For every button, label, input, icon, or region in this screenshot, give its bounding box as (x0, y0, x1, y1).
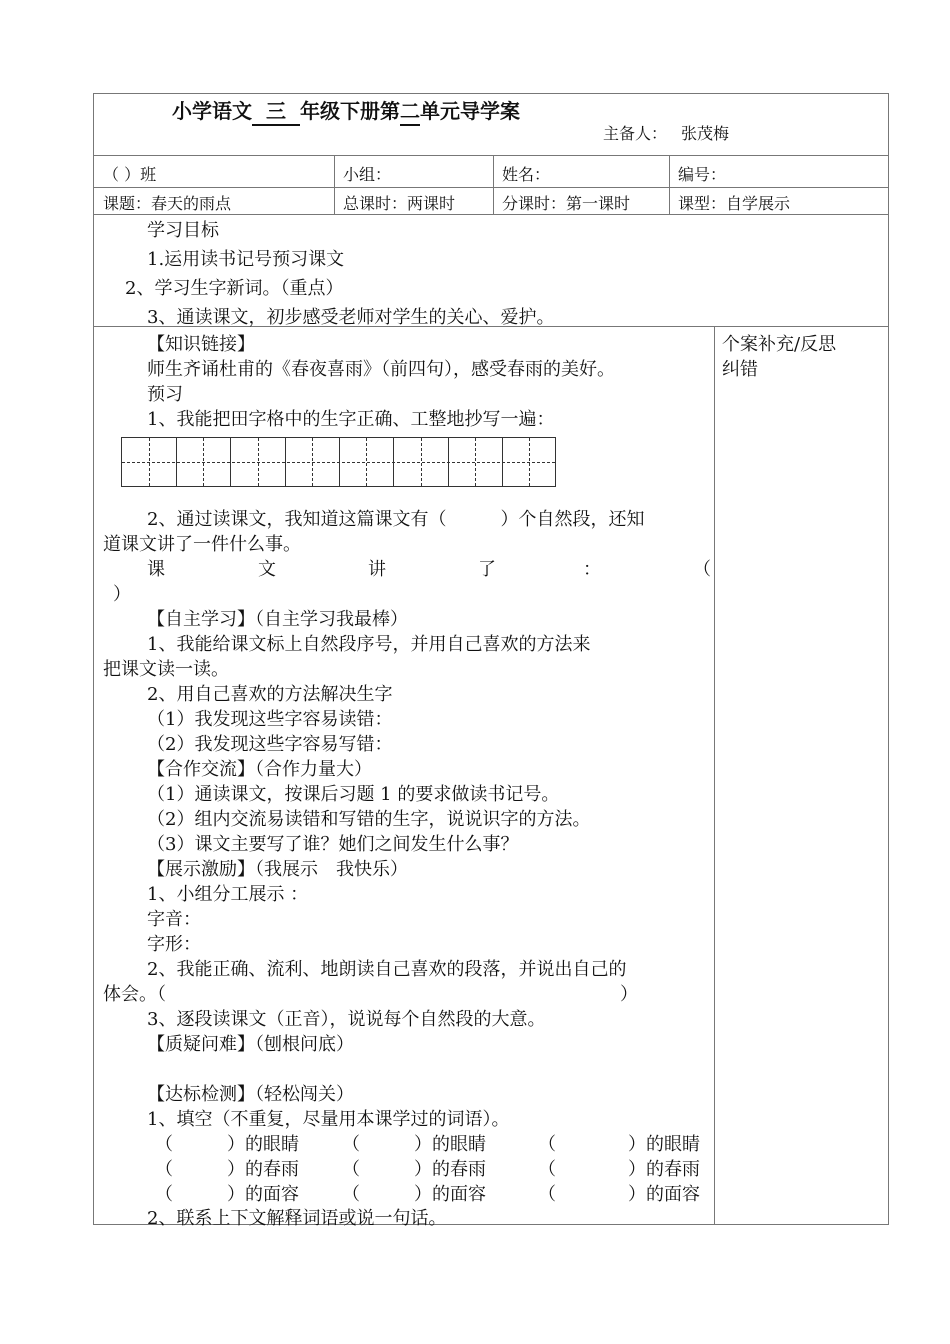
objectives-heading: 学习目标 (147, 220, 219, 241)
story-blank: 了 (478, 559, 496, 580)
fill-blank[interactable]: （ ）的面容 (342, 1184, 486, 1205)
total-hours-field: 总课时：两课时 (343, 194, 456, 213)
story-blank: 文 (258, 559, 276, 580)
preview-item: 2、通过读课文，我知道这篇课文有（ ）个自然段，还知 (147, 509, 645, 530)
lesson-type-field: 课型：自学展示 (678, 194, 791, 213)
fill-blank[interactable]: （ ）的眼睛 (342, 1134, 486, 1155)
preview-item: 1、我能把田字格中的生字正确、工整地抄写一遍： (147, 409, 555, 430)
name-field: 姓名： (502, 165, 551, 184)
fill-blank[interactable]: （ ）的春雨 (538, 1159, 700, 1180)
test-heading: 【达标检测】（轻松闯关） (147, 1084, 354, 1105)
objective-item: 1.运用读书记号预习课文 (147, 249, 345, 270)
self-study-heading: 【自主学习】（自主学习我最棒） (147, 609, 408, 630)
fill-blank[interactable]: （ ）的眼睛 (538, 1134, 700, 1155)
row-divider (93, 214, 889, 215)
fill-blank[interactable]: （ ）的眼睛 (155, 1134, 299, 1155)
col-divider (669, 155, 670, 214)
story-blank: 课 (147, 559, 165, 580)
knowledge-text: 师生齐诵杜甫的《春夜喜雨》（前四句），感受春雨的美好。 (147, 359, 615, 380)
cooperation-item: （3）课文主要写了谁？她们之间发生什么事？ (147, 834, 519, 855)
showcase-item: 2、我能正确、流利、地朗读自己喜欢的段落，并说出自己的 (147, 959, 627, 980)
showcase-item: 1、小组分工展示 ： (147, 884, 309, 905)
showcase-item: 体会。（ (103, 984, 166, 1005)
self-study-item: 把课文读一读。 (103, 659, 229, 680)
fill-blank[interactable]: （ ）的面容 (538, 1184, 700, 1205)
col-divider (334, 155, 335, 214)
row-divider (93, 155, 889, 156)
col-divider (714, 326, 715, 1225)
showcase-heading: 【展示激励】（我展示 我快乐） (147, 859, 408, 880)
story-blank: ： (583, 559, 601, 580)
preview-heading: 预习 (147, 384, 183, 405)
cooperation-heading: 【合作交流】（合作力量大） (147, 759, 372, 780)
cooperation-item: （1）通读课文，按课后习题 1 的要求做读书记号。 (147, 784, 560, 805)
self-study-item: （1）我发现这些字容易读错： (147, 709, 393, 730)
self-study-item: 2、用自己喜欢的方法解决生字 (147, 684, 393, 705)
side-note: 个案补充/反思 (722, 334, 837, 355)
preview-item: 道课文讲了一件什么事。 (103, 534, 301, 555)
test-item: 2、联系上下文解释词语或说一句话。 (147, 1208, 447, 1229)
cooperation-item: （2）组内交流易读错和写错的生字，说说识字的方法。 (147, 809, 591, 830)
objective-item: 2、学习生字新词。（重点） (125, 278, 344, 299)
self-study-item: （2）我发现这些字容易写错： (147, 734, 393, 755)
class-field: （ ）班 (103, 165, 157, 184)
fill-blank[interactable]: （ ）的面容 (155, 1184, 299, 1205)
story-blank: （ (693, 559, 711, 580)
self-study-item: 1、我能给课文标上自然段序号，并用自己喜欢的方法来 (147, 634, 591, 655)
group-field: 小组： (343, 165, 392, 184)
story-blank: 讲 (368, 559, 386, 580)
period-field: 分课时：第一课时 (502, 194, 631, 213)
fill-blank[interactable]: （ ）的春雨 (342, 1159, 486, 1180)
showcase-item: 3、逐段读课文（正音），说说每个自然段的大意。 (147, 1009, 546, 1030)
writing-grid[interactable] (121, 437, 556, 487)
showcase-item: ） (620, 984, 638, 1005)
topic-field: 课题：春天的雨点 (103, 194, 232, 213)
number-field: 编号： (678, 165, 727, 184)
test-item: 1、填空（不重复，尽量用本课学过的词语）。 (147, 1109, 510, 1130)
author: 主备人： 张茂梅 (603, 124, 730, 143)
knowledge-heading: 【知识链接】 (147, 334, 255, 355)
side-note: 纠错 (722, 359, 758, 380)
story-blank: ） (113, 584, 131, 605)
fill-blank[interactable]: （ ）的春雨 (155, 1159, 299, 1180)
col-divider (493, 155, 494, 214)
showcase-item: 字音： (147, 909, 201, 930)
showcase-item: 字形： (147, 934, 201, 955)
question-heading: 【质疑问难】（刨根问底） (147, 1034, 354, 1055)
objective-item: 3、通读课文，初步感受老师对学生的关心、爱护。 (147, 307, 555, 328)
page-title: 小学语文 三 年级下册第二单元导学案 (172, 95, 520, 126)
row-divider (93, 187, 889, 188)
